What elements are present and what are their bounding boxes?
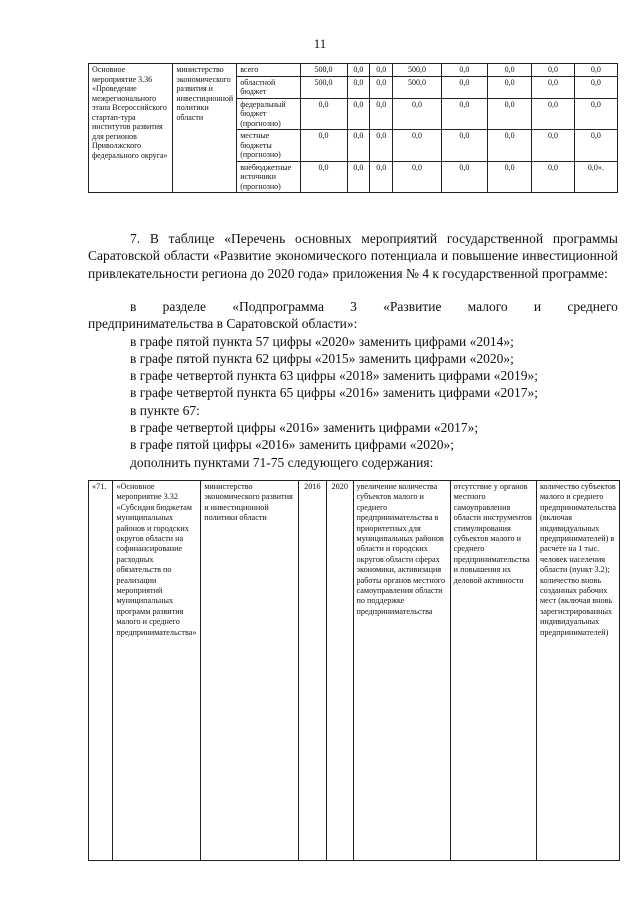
section-line [88,298,618,315]
value-cell: 0,0 [487,76,531,98]
instruction-line: в графе четвертой цифры «2016» заменить цифрами «2017»; [130,420,479,436]
value-cell: 0,0». [574,161,617,193]
value-cell: 0,0 [300,161,347,193]
paragraph-text: 7. В таблице «Перечень основных мероприятий государственной программы Саратовской области «Развитие экономического потенциала и повышение инвестиционной привлекательности региона до 2020 года» приложения № 4 к государственной программе: [88,231,618,281]
value-cell: 0,0 [487,98,531,130]
value-cell: 0,0 [393,130,442,162]
section-word: 3 [350,299,357,314]
indicator-cell: количество субъектов малого и среднего предпринимательства (включая индивидуальных предпринимателей) в расчете на 1 тыс. человек населения области (пункт 3.2); количество вновь созданных рабочих мест (включая вновь зарегистрированных индивидуальных предпринимателей) [537,481,620,861]
section-word: «Развитие [383,299,442,314]
section-word: в [130,299,137,314]
value-cell: 500,0 [393,76,442,98]
end-year-cell: 2020 [326,481,353,861]
value-cell: 0,0 [532,130,575,162]
value-cell: 0,0 [370,130,393,162]
funding-source-cell: всего [237,64,300,77]
measure-name-cell: Основное мероприятие 3.36 «Проведение межрегионального этапа Всероссийского стартап-тура институтов развития для регионов Приволжского федерального округа» [89,64,173,193]
expected-result-cell: увеличение количества субъектов малого и среднего предпринимательства в приоритетных для муниципальных районов области и городских округов области сферах экономики, активизация работы органов местного самоуправления области по поддержке предпринимательства [353,481,450,861]
value-cell: 0,0 [441,130,487,162]
executor-cell: министерство экономического развития и инвестиционной политики области [201,481,299,861]
funding-source-cell: федеральный бюджет (прогнозно) [237,98,300,130]
section-word: «Подпрограмма [232,299,324,314]
instruction-line: в графе пятой пункта 57 цифры «2020» заменить цифрами «2014»; [130,333,514,349]
value-cell: 0,0 [487,130,531,162]
value-cell: 0,0 [300,98,347,130]
instruction-line: в графе четвертой пункта 63 цифры «2018» заменить цифрами «2019»; [130,368,538,384]
value-cell: 0,0 [370,98,393,130]
section-word: и [533,299,542,314]
item-number-cell: «71. [89,481,113,861]
value-cell: 0,0 [487,64,531,77]
value-cell: 0,0 [347,130,370,162]
value-cell: 0,0 [574,98,617,130]
section-continuation: предпринимательства в Саратовской области»: [88,316,358,332]
value-cell: 500,0 [300,64,347,77]
value-cell: 0,0 [370,161,393,193]
measure-name-cell: «Основное мероприятие 3.32 «Субсидия бюджетам муниципальных районов и городских округов области на софинансирование расходных обязательств по реализации мероприятий муниципальных программ развития малого и среднего предпринимательства» [113,481,201,861]
value-cell: 0,0 [532,76,575,98]
value-cell: 0,0 [574,76,617,98]
executor-cell: министерство экономического развития и инвестиционной политики области [173,64,237,193]
instruction-line: в графе пятой пункта 62 цифры «2015» заменить цифрами «2020»; [130,350,514,366]
consequences-cell: отсутствие у органов местного самоуправления области инструментов стимулирования субъектов малого и среднего предпринимательства и повышения их деловой активности [450,481,536,861]
instructions-block [88,298,618,471]
section-word: разделе [162,299,207,314]
value-cell: 500,0 [393,64,442,77]
value-cell: 0,0 [532,98,575,130]
value-cell: 0,0 [441,98,487,130]
value-cell: 0,0 [347,64,370,77]
value-cell: 0,0 [370,76,393,98]
funding-table [88,63,618,193]
value-cell: 0,0 [574,130,617,162]
value-cell: 0,0 [441,64,487,77]
instruction-line: дополнить пунктами 71-75 следующего содержания: [130,454,434,470]
table-row [89,64,618,77]
table-row [89,481,620,861]
value-cell: 0,0 [347,161,370,193]
value-cell: 0,0 [574,64,617,77]
funding-source-cell: местные бюджеты (прогнозно) [237,130,300,162]
section-word: малого [467,299,508,314]
funding-source-cell: внебюджетные источники (прогнозно) [237,161,300,193]
section-word: среднего [567,299,618,314]
value-cell: 0,0 [441,161,487,193]
value-cell: 0,0 [347,76,370,98]
value-cell: 0,0 [487,161,531,193]
value-cell: 0,0 [441,76,487,98]
funding-source-cell: областной бюджет [237,76,300,98]
page-number: 11 [313,36,327,51]
main-paragraph [88,230,618,282]
measures-table [88,480,620,861]
value-cell: 0,0 [347,98,370,130]
instruction-line: в пункте 67: [130,402,200,418]
instruction-line: в графе пятой цифры «2016» заменить цифрами «2020»; [130,437,454,453]
value-cell: 0,0 [393,98,442,130]
value-cell: 0,0 [300,130,347,162]
start-year-cell: 2016 [298,481,326,861]
value-cell: 0,0 [393,161,442,193]
value-cell: 0,0 [370,64,393,77]
value-cell: 0,0 [532,64,575,77]
instruction-line: в графе четвертой пункта 65 цифры «2016» заменить цифрами «2017»; [130,385,538,401]
value-cell: 0,0 [532,161,575,193]
value-cell: 500,0 [300,76,347,98]
